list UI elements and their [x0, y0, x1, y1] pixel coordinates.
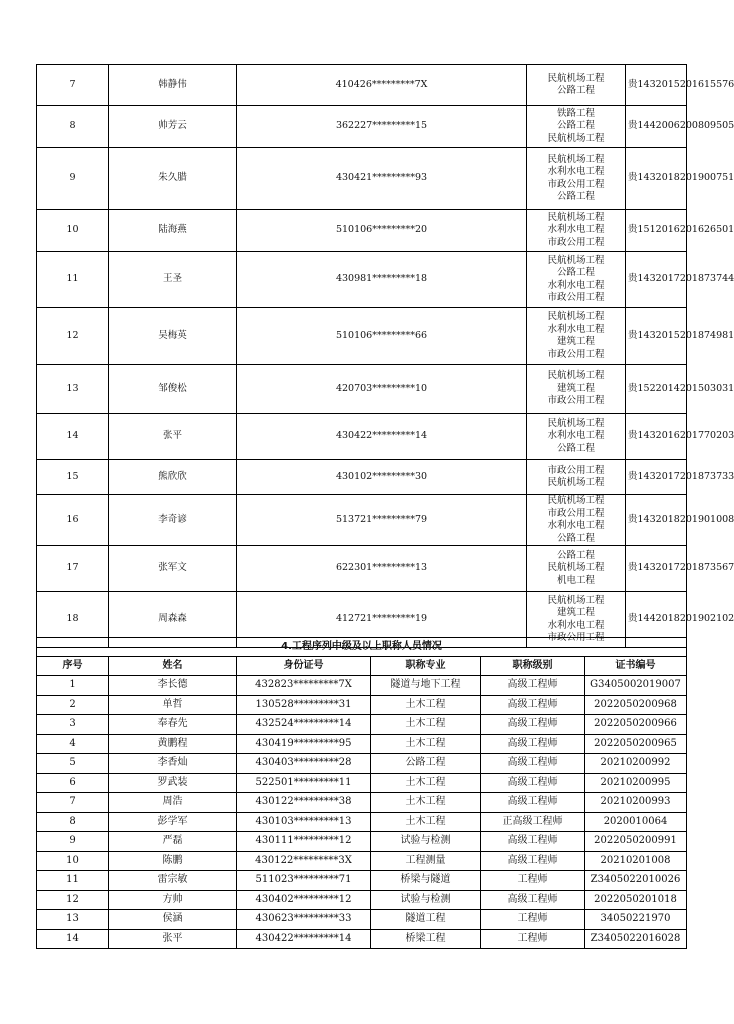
id-number: 430421*********93: [237, 148, 527, 210]
specialty-item: 市政公用工程: [547, 395, 605, 407]
title-level: 高级工程师: [481, 773, 585, 793]
specialty-item: 民航机场工程: [547, 254, 605, 266]
table-row: [37, 890, 687, 910]
row-number: 12: [37, 308, 109, 365]
id-number: 432823*********7X: [237, 676, 371, 696]
person-name: 张军文: [109, 546, 237, 592]
table-row: [37, 793, 687, 813]
specialty-list: [527, 106, 626, 148]
id-number: 430111*********12: [237, 832, 371, 852]
person-name: 张平: [109, 414, 237, 460]
id-number: 130528*********31: [237, 695, 371, 715]
table-row: [37, 812, 687, 832]
specialty-item: 市政公用工程: [547, 178, 605, 190]
header-cert: 证书编号: [585, 657, 687, 676]
person-name: 李奇谚: [109, 495, 237, 546]
row-number: 9: [37, 148, 109, 210]
specialty-item: 公路工程: [557, 442, 596, 454]
specialty-item: 水利水电工程: [547, 323, 605, 335]
specialty-item: 民航机场工程: [547, 594, 605, 606]
id-number: 430981*********18: [237, 252, 527, 308]
person-name: 张平: [109, 929, 237, 949]
certificate-number: 34050221970: [585, 910, 687, 930]
specialty-list: [527, 495, 626, 546]
header-level: 职称级别: [481, 657, 585, 676]
table-row: [37, 106, 687, 148]
title-major: 工程测量: [371, 851, 481, 871]
id-number: 430102*********30: [237, 460, 527, 495]
specialty-item: 铁路工程: [557, 107, 596, 119]
specialty-item: 市政公用工程: [547, 292, 605, 303]
title-level: 高级工程师: [481, 793, 585, 813]
specialty-item: 民航机场工程: [547, 211, 605, 223]
specialty-list: [527, 414, 626, 460]
row-number: 16: [37, 495, 109, 546]
certificate-number: 2022050200966: [585, 715, 687, 735]
table-row: [37, 910, 687, 930]
certificate-number: 贵1512016201626501: [626, 210, 687, 252]
table-row: [37, 414, 687, 460]
specialty-item: 水利水电工程: [547, 166, 605, 177]
table-row: [37, 308, 687, 365]
header-major: 职称专业: [371, 657, 481, 676]
table-row: [37, 773, 687, 793]
title-level: 高级工程师: [481, 734, 585, 754]
id-number: 511023*********71: [237, 871, 371, 891]
professional-title-table: [36, 637, 687, 949]
person-name: 黄鹏程: [109, 734, 237, 754]
id-number: 412721*********19: [237, 592, 527, 648]
table-row: [37, 460, 687, 495]
person-name: 方帅: [109, 890, 237, 910]
specialty-item: 市政公用工程: [547, 507, 605, 519]
id-number: 510106*********20: [237, 210, 527, 252]
specialty-item: 市政公用工程: [547, 348, 605, 360]
table-row: [37, 754, 687, 774]
id-number: 622301*********13: [237, 546, 527, 592]
person-name: 周浩: [109, 793, 237, 813]
title-level: 高级工程师: [481, 695, 585, 715]
row-number: 8: [37, 106, 109, 148]
title-major: 土木工程: [371, 695, 481, 715]
certificate-number: 贵1432017201873744: [626, 252, 687, 308]
specialty-item: 民航机场工程: [547, 311, 605, 322]
row-number: 13: [37, 910, 109, 930]
specialty-item: 公路工程: [557, 85, 596, 96]
specialty-list: [527, 460, 626, 495]
specialty-list: [527, 546, 626, 592]
id-number: 432524*********14: [237, 715, 371, 735]
specialty-list: [527, 210, 626, 252]
certificate-number: 20210200993: [585, 793, 687, 813]
id-number: 430419*********95: [237, 734, 371, 754]
certificate-number: 贵1442018201902102: [626, 592, 687, 648]
person-name: 帅芳云: [109, 106, 237, 148]
person-name: 韩静伟: [109, 65, 237, 106]
specialty-list: [527, 148, 626, 210]
person-name: 罗武装: [109, 773, 237, 793]
certificate-number: 20210200995: [585, 773, 687, 793]
person-name: 吴梅英: [109, 308, 237, 365]
specialty-item: 民航机场工程: [547, 562, 605, 574]
id-number: 420703*********10: [237, 365, 527, 414]
id-number: 430422*********14: [237, 414, 527, 460]
title-level: 高级工程师: [481, 851, 585, 871]
person-name: 朱久腊: [109, 148, 237, 210]
certificate-number: 贵1432018201901008: [626, 495, 687, 546]
certificate-number: 2022050201018: [585, 890, 687, 910]
id-number: 430623*********33: [237, 910, 371, 930]
title-major: 土木工程: [371, 812, 481, 832]
specialty-item: 市政公用工程: [547, 236, 605, 248]
certificate-number: 2022050200965: [585, 734, 687, 754]
specialty-item: 公路工程: [557, 267, 596, 278]
id-number: 430402*********12: [237, 890, 371, 910]
id-number: 522501*********11: [237, 773, 371, 793]
person-name: 单哲: [109, 695, 237, 715]
row-number: 7: [37, 65, 109, 106]
certificate-number: 2022050200991: [585, 832, 687, 852]
table-row: [37, 734, 687, 754]
title-major: 土木工程: [371, 715, 481, 735]
certificate-number: 贵1432017201873567: [626, 546, 687, 592]
title-major: 土木工程: [371, 773, 481, 793]
table-row: [37, 495, 687, 546]
specialty-item: 民航机场工程: [547, 153, 605, 165]
title-level: 高级工程师: [481, 676, 585, 696]
specialty-item: 水利水电工程: [547, 430, 605, 442]
title-major: 土木工程: [371, 793, 481, 813]
person-name: 陆海燕: [109, 210, 237, 252]
table-row: [37, 929, 687, 949]
row-number: 11: [37, 252, 109, 308]
title-major: 桥梁工程: [371, 929, 481, 949]
certificate-number: 贵1432015201874981: [626, 308, 687, 365]
title-major: 隧道与地下工程: [371, 676, 481, 696]
table-row: [37, 695, 687, 715]
row-number: 10: [37, 851, 109, 871]
title-level: 高级工程师: [481, 890, 585, 910]
specialty-list: [527, 252, 626, 308]
table-row: [37, 871, 687, 891]
title-major: 隧道工程: [371, 910, 481, 930]
certificate-number: 贵1432018201900751: [626, 148, 687, 210]
person-name: 侯涵: [109, 910, 237, 930]
row-number: 7: [37, 793, 109, 813]
title-level: 工程师: [481, 910, 585, 930]
row-number: 8: [37, 812, 109, 832]
row-number: 9: [37, 832, 109, 852]
id-number: 430403*********28: [237, 754, 371, 774]
specialty-item: 公路工程: [557, 549, 596, 561]
row-number: 15: [37, 460, 109, 495]
registered-personnel-table: [36, 64, 734, 648]
certificate-number: 2020010064: [585, 812, 687, 832]
certificate-number: Z3405022016028: [585, 929, 687, 949]
title-level: 高级工程师: [481, 754, 585, 774]
row-number: 5: [37, 754, 109, 774]
table-row: [37, 65, 687, 106]
row-number: 6: [37, 773, 109, 793]
id-number: 513721*********79: [237, 495, 527, 546]
person-name: 雷宗敏: [109, 871, 237, 891]
person-name: 王圣: [109, 252, 237, 308]
id-number: 510106*********66: [237, 308, 527, 365]
specialty-item: 机电工程: [557, 574, 596, 586]
row-number: 13: [37, 365, 109, 414]
row-number: 1: [37, 676, 109, 696]
specialty-item: 建筑工程: [557, 336, 596, 347]
specialty-item: 水利水电工程: [547, 619, 605, 631]
row-number: 18: [37, 592, 109, 648]
title-level: 工程师: [481, 929, 585, 949]
specialty-item: 市政公用工程: [547, 464, 605, 476]
title-level: 工程师: [481, 871, 585, 891]
title-major: 试验与检测: [371, 832, 481, 852]
certificate-number: 贵1432016201770203: [626, 414, 687, 460]
certificate-number: 贵1442006200809505: [626, 106, 687, 148]
row-number: 10: [37, 210, 109, 252]
table-row: [37, 365, 687, 414]
header-name: 姓名: [109, 657, 237, 676]
certificate-number: G3405002019007: [585, 676, 687, 696]
specialty-item: 民航机场工程: [547, 132, 605, 144]
id-number: 410426*********7X: [237, 65, 527, 106]
specialty-item: 水利水电工程: [547, 520, 605, 531]
certificate-number: 20210200992: [585, 754, 687, 774]
row-number: 14: [37, 929, 109, 949]
certificate-number: Z3405022010026: [585, 871, 687, 891]
title-major: 土木工程: [371, 734, 481, 754]
title-level: 高级工程师: [481, 832, 585, 852]
title-level: 高级工程师: [481, 715, 585, 735]
specialty-item: 民航机场工程: [547, 495, 605, 506]
title-major: 公路工程: [371, 754, 481, 774]
row-number: 14: [37, 414, 109, 460]
specialty-list: [527, 65, 626, 106]
section-title: 4.工程序列中级及以上职称人员情况: [37, 638, 687, 657]
certificate-number: 贵1432015201615576: [626, 65, 687, 106]
certificate-number: 2022050200968: [585, 695, 687, 715]
id-number: 362227*********15: [237, 106, 527, 148]
specialty-item: 公路工程: [557, 191, 596, 202]
specialty-item: 水利水电工程: [547, 279, 605, 291]
row-number: 3: [37, 715, 109, 735]
person-name: 邹俊松: [109, 365, 237, 414]
specialty-item: 公路工程: [557, 532, 596, 544]
id-number: 430122*********38: [237, 793, 371, 813]
specialty-list: [527, 308, 626, 365]
row-number: 12: [37, 890, 109, 910]
person-name: 奉春先: [109, 715, 237, 735]
person-name: 熊欣欣: [109, 460, 237, 495]
header-id: 身份证号: [237, 657, 371, 676]
id-number: 430122*********3X: [237, 851, 371, 871]
table-row: [37, 210, 687, 252]
person-name: 周森森: [109, 592, 237, 648]
header-no: 序号: [37, 657, 109, 676]
specialty-item: 建筑工程: [557, 607, 596, 618]
row-number: 4: [37, 734, 109, 754]
person-name: 李长德: [109, 676, 237, 696]
row-number: 17: [37, 546, 109, 592]
title-major: 试验与检测: [371, 890, 481, 910]
certificate-number: 贵1522014201503031: [626, 365, 687, 414]
id-number: 430422*********14: [237, 929, 371, 949]
table-row: [37, 715, 687, 735]
table-row: [37, 148, 687, 210]
specialty-item: 市政公用工程: [547, 632, 605, 643]
table-row: [37, 832, 687, 852]
row-number: 11: [37, 871, 109, 891]
person-name: 陈鹏: [109, 851, 237, 871]
certificate-number: 贵1432017201873733: [626, 460, 687, 495]
table-row: [37, 676, 687, 696]
row-number: 2: [37, 695, 109, 715]
specialty-item: 民航机场工程: [547, 72, 605, 84]
person-name: 李香灿: [109, 754, 237, 774]
certificate-number: 20210201008: [585, 851, 687, 871]
specialty-item: 民航机场工程: [547, 477, 605, 488]
title-major: 桥梁与隧道: [371, 871, 481, 891]
table-row: [37, 851, 687, 871]
specialty-item: 民航机场工程: [547, 370, 605, 382]
specialty-item: 公路工程: [557, 120, 596, 132]
specialty-item: 水利水电工程: [547, 224, 605, 236]
person-name: 彭学军: [109, 812, 237, 832]
id-number: 430103*********13: [237, 812, 371, 832]
specialty-list: [527, 365, 626, 414]
table-row: [37, 546, 687, 592]
table-row: [37, 252, 687, 308]
title-level: 正高级工程师: [481, 812, 585, 832]
person-name: 严磊: [109, 832, 237, 852]
specialty-item: 建筑工程: [557, 382, 596, 394]
specialty-item: 民航机场工程: [547, 417, 605, 429]
